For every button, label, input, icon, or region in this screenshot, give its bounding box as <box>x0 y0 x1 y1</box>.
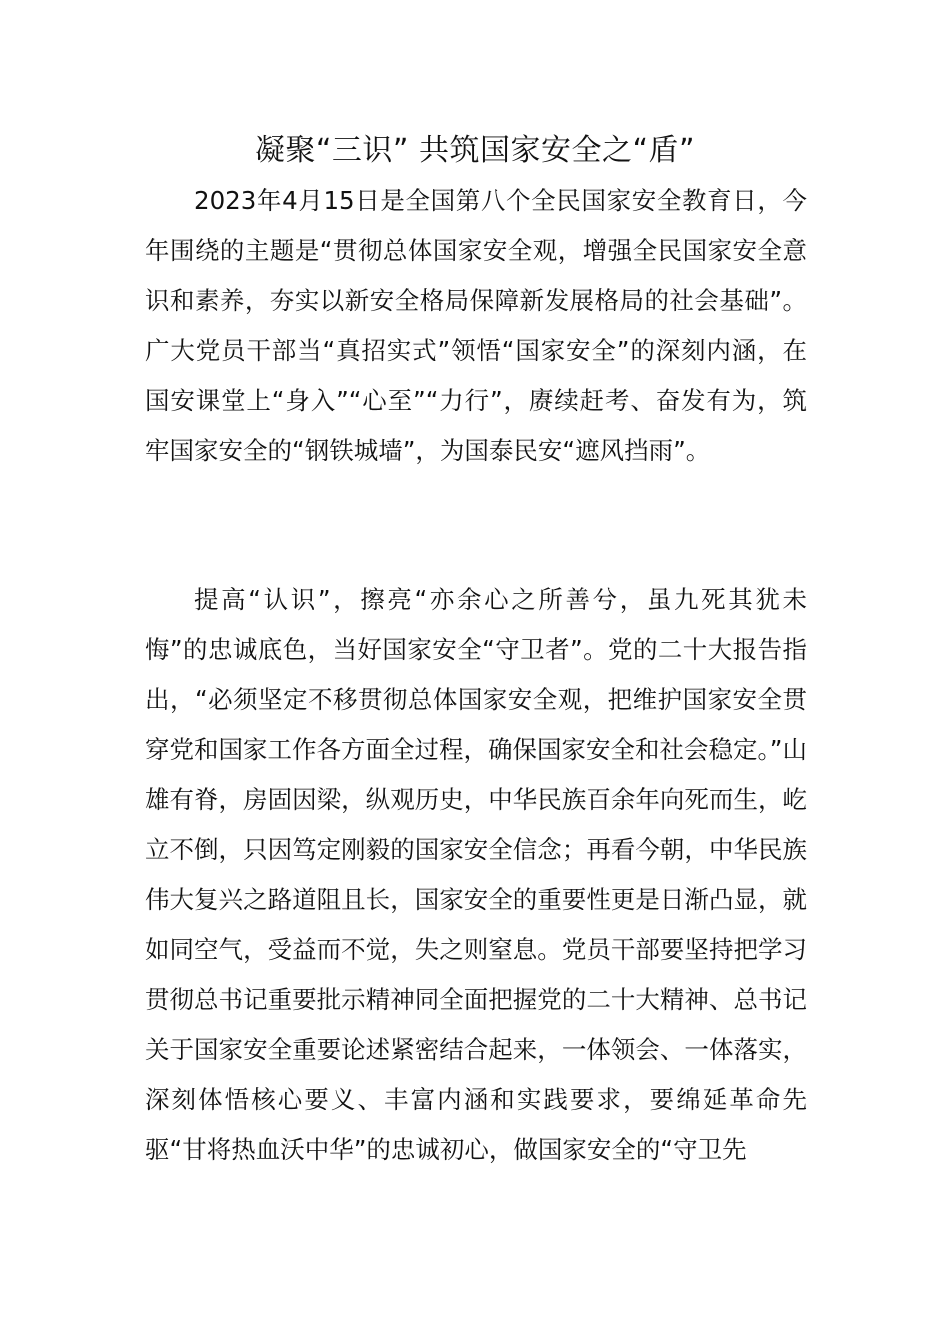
document-title: 凝聚“三识” 共筑国家安全之“盾” <box>254 133 696 168</box>
paragraph-1: 2023年4月15日是全国第八个全民国家安全教育日，今年围绕的主题是“贯彻总体国家安全观，增强全民国家安全意识和素养，夯实以新安全格局保障新发展格局的社会基础”。广大党员干部当“真招实式”领悟“国家安全”的深刻内涵，在国安课堂上“身入”“心至”“力行”，赓续赶考、奋发有为，筑牢国家安全的“钢铁城墙”，为国泰民安“遮风挡雨”。 <box>145 186 807 465</box>
paragraph-2: 提高“认识”，擦亮“亦余心之所善兮，虽九死其犹未悔”的忠诚底色，当好国家安全“守卫者”。党的二十大报告指出，“必须坚定不移贯彻总体国家安全观，把维护国家安全贯穿党和国家工作各方面全过程，确保国家安全和社会稳定。”山雄有脊，房固因梁，纵观历史，中华民族百余年向死而生，屹立不倒，只因笃定刚毅的国家安全信念；再看今朝，中华民族伟大复兴之路道阻且长，国家安全的重要性更是日渐凸显，就如同空气，受益而不觉，失之则窒息。党员干部要坚持把学习贯彻总书记重要批示精神同全面把握党的二十大精神、总书记关于国家安全重要论述紧密结合起来，一体领会、一体落实，深刻体悟核心要义、丰富内涵和实践要求，要绵延革命先驱“甘将热血沃中华”的忠诚初心，做国家安全的“守卫先 <box>145 585 807 1164</box>
